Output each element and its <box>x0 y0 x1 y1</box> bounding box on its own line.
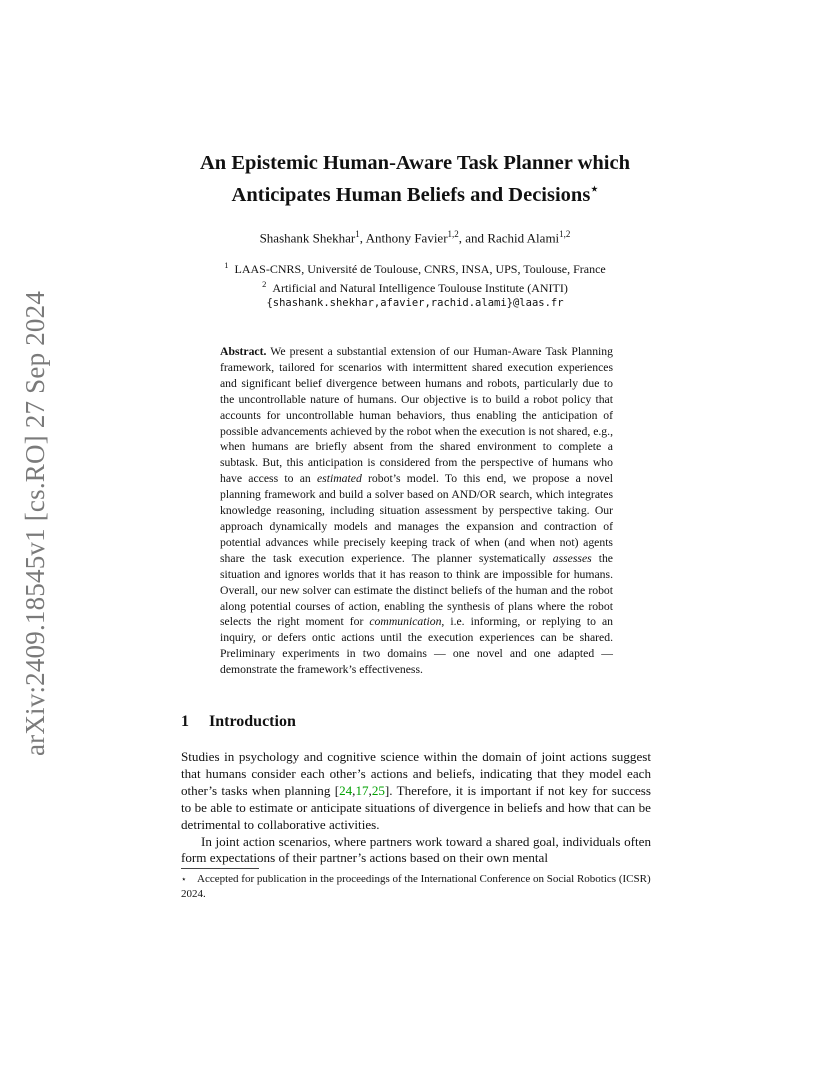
citation-link[interactable]: 24 <box>339 782 353 798</box>
footnote-text: Accepted for publication in the proceedings of the International Conference on Social Robotics (ICSR) 2024. <box>181 873 651 900</box>
introduction-body <box>181 749 651 867</box>
footnote-divider <box>181 868 259 869</box>
footnote <box>181 872 651 902</box>
title-line-2 <box>150 176 680 208</box>
affiliation-text: Artificial and Natural Intelligence Toulouse Institute (ANITI) <box>272 281 568 295</box>
author-name: Shashank Shekhar <box>259 230 356 246</box>
abstract-label: Abstract. <box>220 345 267 358</box>
citation-separator: , <box>368 782 372 798</box>
section-heading-introduction <box>181 713 296 731</box>
author-affiliation-mark: 1 <box>355 229 360 239</box>
section-title: Introduction <box>209 713 296 730</box>
affiliation-mark: 2 <box>262 279 267 289</box>
citation-link[interactable]: 25 <box>371 782 385 798</box>
author-affiliation-mark: 1,2 <box>447 229 459 239</box>
affiliation-text: LAAS-CNRS, Université de Toulouse, CNRS, INSA, UPS, Toulouse, France <box>234 262 606 276</box>
affiliation-mark: 1 <box>224 260 229 270</box>
section-number: 1 <box>181 713 189 730</box>
paragraph <box>181 749 651 834</box>
arxiv-side-identifier <box>16 288 56 758</box>
author-list <box>150 229 680 246</box>
affiliations <box>150 258 680 311</box>
paper-title <box>150 150 680 208</box>
abstract-text: We present a substantial extension of our Human-Aware Task Planning framework, tailored for scenarios with intermittent shared execution experiences and significant belief divergence between humans and robots, particularly due to the uncontrollable nature of humans. Our objective is to build a robot policy that accounts for uncontrollable human behaviors, thus enabling the anticipation of possible advancements achieved by the robot when the execution is not shared, e.g., when humans are briefly absent from the shared environment to complete a subtask. But, this anticipation is considered from the perspective of humans who have access to an <box>220 345 613 486</box>
abstract-text: , i.e. informing, or replying to an inquiry, or defers ontic actions until the execution experiences can be shared. Preliminary experiments in two domains — one novel and one adapted — demonstrate the framework’s effectiveness. <box>220 615 613 677</box>
citation-separator: , <box>352 782 356 798</box>
abstract-emphasis: communication <box>369 615 442 629</box>
citation-link[interactable]: 17 <box>355 782 369 798</box>
paragraph-text: Studies in psychology and cognitive science within the domain of joint actions suggest that humans consider each other’s actions and beliefs, indicating that they model each other’s tasks when planning [ <box>181 749 651 798</box>
paragraph: In joint action scenarios, where partners work toward a shared goal, individuals often form expectations of their partner’s actions based on their own mental <box>181 833 651 866</box>
author-separator: , and <box>458 230 488 246</box>
title-line-1: An Epistemic Human-Aware Task Planner which <box>200 152 630 174</box>
author-name: Rachid Alami <box>487 230 560 246</box>
title-footnote-mark: ⋆ <box>590 181 599 196</box>
affiliation-line <box>150 258 680 277</box>
paragraph-text: ]. Therefore, it is important if not key for success to be able to estimate or anticipate situations of divergence in beliefs and how that can be detrimental to collaborative activities. <box>181 782 651 832</box>
abstract-text: robot’s model. To this end, we propose a novel planning framework and build a solver based on AND/OR search, which integrates knowledge reasoning, including situation assessment by perspective taking. Our approach dynamically models and manages the expansion and contraction of potential advances while precisely keeping track of when (and when not) agents share the task execution experience. The planner systematically <box>220 472 613 565</box>
affiliation-line <box>150 277 680 296</box>
abstract <box>220 344 613 678</box>
author-name: Anthony Favier <box>365 230 448 246</box>
author-separator: , <box>359 230 366 246</box>
author-affiliation-mark: 1,2 <box>559 229 571 239</box>
title-line-2-text: Anticipates Human Beliefs and Decisions <box>231 183 591 206</box>
author-emails: {shashank.shekhar,afavier,rachid.alami}@laas.fr <box>266 297 564 309</box>
abstract-emphasis: assesses <box>552 551 592 565</box>
arxiv-identifier-text: arXiv:2409.18545v1 [cs.RO] 27 Sep 2024 <box>20 290 51 756</box>
footnote-mark: ⋆ <box>181 874 187 884</box>
abstract-emphasis: estimated <box>317 472 362 486</box>
abstract-text: the situation and ignores worlds that it has reason to think are impossible for humans. Overall, our new solver can estimate the distinct beliefs of the human and the robot along potential courses of action, enabling the synthesis of plans where the robot selects the right moment for <box>220 551 613 629</box>
